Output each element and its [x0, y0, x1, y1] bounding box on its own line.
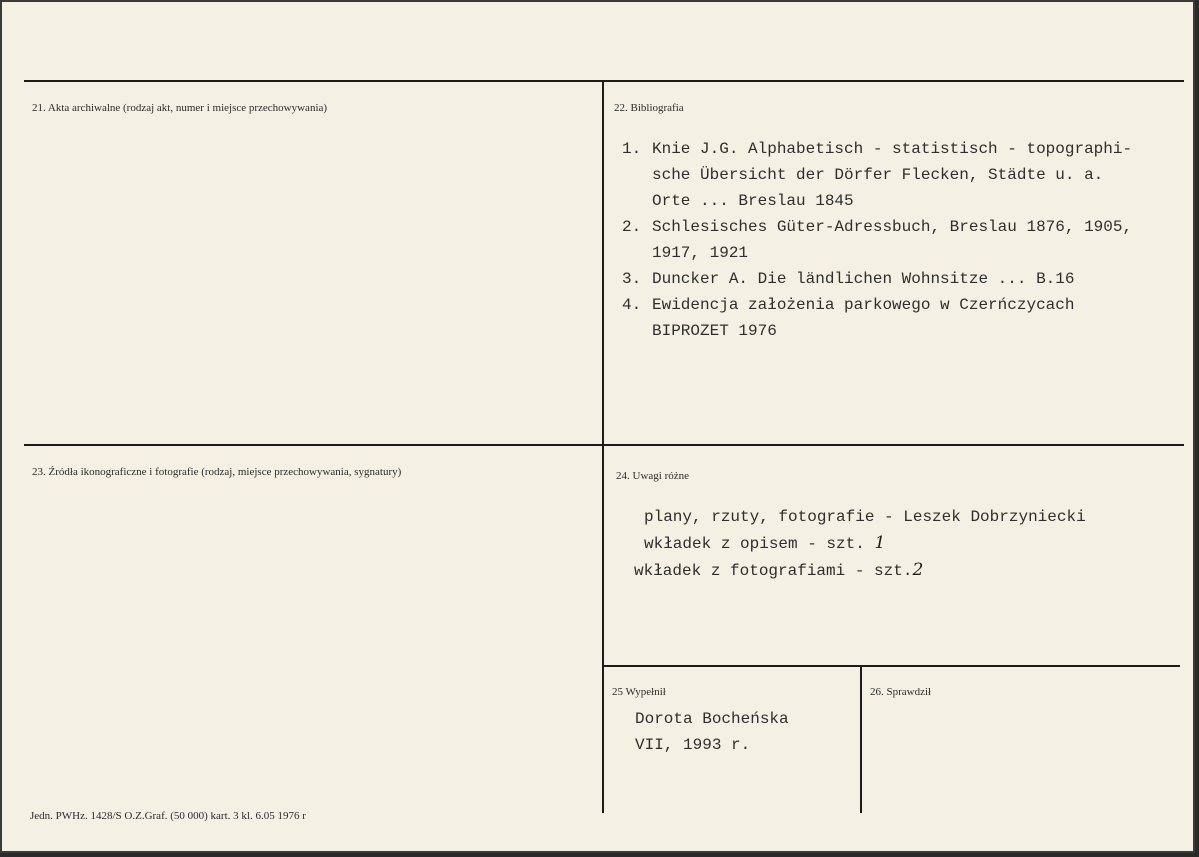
bibliography-line: sche Übersicht der Dörfer Flecken, Städte u. a.	[652, 166, 1104, 184]
uwagi-line-text: wkładek z fotografiami - szt.	[634, 562, 913, 580]
center-divider	[602, 80, 604, 813]
bibliography-item	[622, 136, 1132, 214]
uwagi-line-text: wkładek z opisem - szt.	[644, 535, 865, 553]
bibliography-list	[622, 136, 1132, 344]
bibliography-line: Schlesisches Güter-Adressbuch, Breslau 1876, 1905,	[652, 218, 1133, 236]
top-rule	[24, 80, 1184, 82]
print-imprint: Jedn. PWHz. 1428/S O.Z.Graf. (50 000) kart. 3 kl. 6.05 1976 r	[30, 810, 306, 822]
handwritten-count: 1	[874, 533, 886, 553]
wypelnil-entry	[635, 706, 789, 758]
wypelnil-label: 25 Wypełnił	[612, 686, 666, 698]
middle-rule	[24, 444, 1184, 446]
bibliography-item-number: 1.	[622, 140, 642, 158]
bibliography-item	[622, 292, 1132, 344]
bibliography-line: Orte ... Breslau 1845	[652, 192, 854, 210]
bibliography-item	[622, 214, 1132, 266]
handwritten-count: 2	[912, 560, 924, 580]
uwagi-label: 24. Uwagi różne	[616, 470, 690, 482]
signature-divider	[860, 665, 862, 813]
uwagi-line: plany, rzuty, fotografie - Leszek Dobrzyniecki	[644, 508, 1086, 526]
wypelnil-name: Dorota Bocheńska	[635, 710, 789, 728]
bibliography-line: Knie J.G. Alphabetisch - statistisch - topographi-	[652, 140, 1133, 158]
akta-label: 21. Akta archiwalne (rodzaj akt, numer i miejsce przechowywania)	[32, 102, 328, 114]
bibliografia-label: 22. Bibliografia	[614, 102, 684, 114]
uwagi-notes	[634, 504, 1086, 584]
zrodla-label: 23. Źródła ikonograficzne i fotografie (rodzaj, miejsce przechowywania, sygnatury)	[32, 466, 402, 478]
bibliography-line: BIPROZET 1976	[652, 322, 777, 340]
sprawdzil-label: 26. Sprawdził	[870, 686, 932, 698]
uwagi-line	[644, 530, 1086, 557]
bibliography-line: 1917, 1921	[652, 244, 749, 262]
bibliography-item	[622, 266, 1132, 292]
bibliography-line: Ewidencja założenia parkowego w Czerńczycach	[652, 296, 1075, 314]
bibliography-line: Duncker A. Die ländlichen Wohnsitze ... B.16	[652, 270, 1075, 288]
bibliography-item-number: 2.	[622, 218, 642, 236]
bibliography-item-number: 4.	[622, 296, 642, 314]
wypelnil-date: VII, 1993 r.	[635, 736, 751, 754]
uwagi-line	[634, 557, 1086, 584]
bibliography-item-number: 3.	[622, 270, 642, 288]
signature-rule	[604, 665, 1180, 667]
